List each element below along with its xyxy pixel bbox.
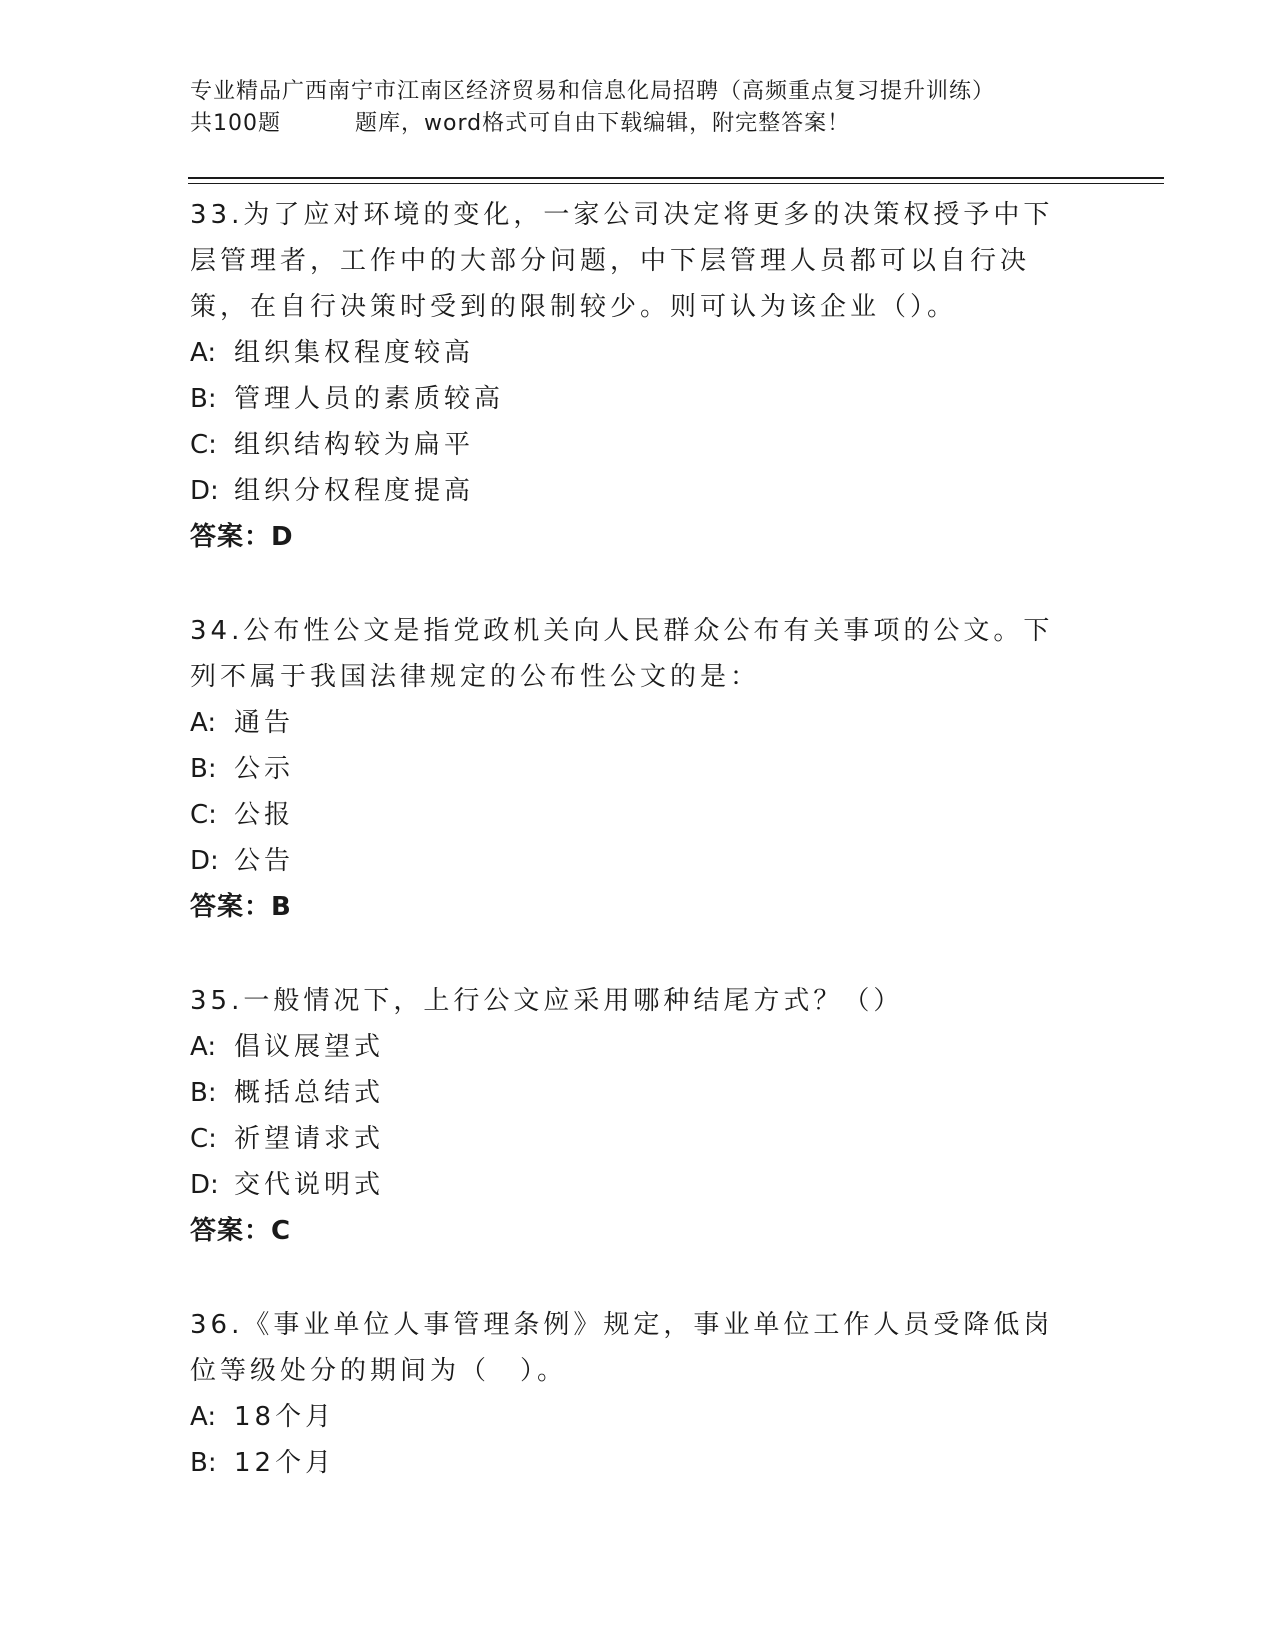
- option-a: [190, 1024, 1080, 1070]
- answer-value: B: [271, 892, 292, 922]
- option-text: 概括总结式: [234, 1078, 385, 1108]
- question-list: [190, 192, 1080, 1534]
- option-key: D:: [190, 1170, 219, 1200]
- option-key: D:: [190, 846, 219, 876]
- question-item: [190, 978, 1080, 1254]
- option-key: B:: [190, 754, 217, 784]
- header-question-count: 共100题: [190, 111, 281, 136]
- option-d: [190, 838, 1080, 884]
- option-key: B:: [190, 1078, 217, 1108]
- option-key: B:: [190, 1448, 217, 1478]
- option-d: [190, 1162, 1080, 1208]
- option-text: 18个月: [234, 1402, 336, 1432]
- header-divider-thick: [188, 177, 1164, 179]
- answer-line: [190, 514, 1080, 560]
- option-key: A:: [190, 1402, 217, 1432]
- option-text: 组织分权程度提高: [234, 476, 475, 506]
- answer-value: C: [271, 1216, 292, 1246]
- question-text: 33.为了应对环境的变化，一家公司决定将更多的决策权授予中下层管理者，工作中的大部分问题，中下层管理人员都可以自行决策，在自行决策时受到的限制较少。则可认为该企业（）。: [190, 200, 1054, 322]
- option-b: [190, 376, 1080, 422]
- option-text: 祈望请求式: [234, 1124, 385, 1154]
- answer-line: [190, 884, 1080, 930]
- answer-label: 答案：: [190, 1216, 272, 1246]
- option-c: [190, 1116, 1080, 1162]
- option-text: 管理人员的素质较高: [234, 384, 505, 414]
- option-key: B:: [190, 384, 217, 414]
- option-key: C:: [190, 1124, 217, 1154]
- option-a: [190, 330, 1080, 376]
- option-text: 公告: [234, 846, 295, 876]
- question-text: 36.《事业单位人事管理条例》规定，事业单位工作人员受降低岗位等级处分的期间为（ ）。: [190, 1310, 1054, 1386]
- question-item: [190, 192, 1080, 560]
- option-b: [190, 1440, 1080, 1486]
- header-divider-thin: [188, 183, 1164, 184]
- option-text: 组织结构较为扁平: [234, 430, 475, 460]
- header-description: 题库，word格式可自由下载编辑，附完整答案！: [355, 111, 851, 136]
- question-text: 34.公布性公文是指党政机关向人民群众公布有关事项的公文。下列不属于我国法律规定的公布性公文的是：: [190, 616, 1054, 692]
- option-key: A:: [190, 338, 217, 368]
- answer-value: D: [271, 522, 294, 552]
- option-key: A:: [190, 1032, 217, 1062]
- option-text: 公报: [234, 800, 295, 830]
- answer-label: 答案：: [190, 522, 272, 552]
- option-text: 公示: [234, 754, 295, 784]
- option-text: 通告: [234, 708, 295, 738]
- option-b: [190, 746, 1080, 792]
- header-title-line2: [190, 108, 1090, 140]
- document-header: [190, 76, 1090, 140]
- question-item: [190, 1302, 1080, 1486]
- option-key: C:: [190, 800, 217, 830]
- option-b: [190, 1070, 1080, 1116]
- option-text: 组织集权程度较高: [234, 338, 475, 368]
- option-a: [190, 700, 1080, 746]
- option-text: 12个月: [234, 1448, 336, 1478]
- option-key: D:: [190, 476, 219, 506]
- option-key: C:: [190, 430, 217, 460]
- answer-label: 答案：: [190, 892, 272, 922]
- answer-line: [190, 1208, 1080, 1254]
- option-text: 倡议展望式: [234, 1032, 385, 1062]
- question-item: [190, 608, 1080, 930]
- option-c: [190, 422, 1080, 468]
- option-text: 交代说明式: [234, 1170, 385, 1200]
- header-title-line1: 专业精品广西南宁市江南区经济贸易和信息化局招聘（高频重点复习提升训练）: [190, 79, 996, 104]
- option-key: A:: [190, 708, 217, 738]
- option-d: [190, 468, 1080, 514]
- question-text: 35.一般情况下，上行公文应采用哪种结尾方式？（）: [190, 986, 904, 1016]
- option-c: [190, 792, 1080, 838]
- option-a: [190, 1394, 1080, 1440]
